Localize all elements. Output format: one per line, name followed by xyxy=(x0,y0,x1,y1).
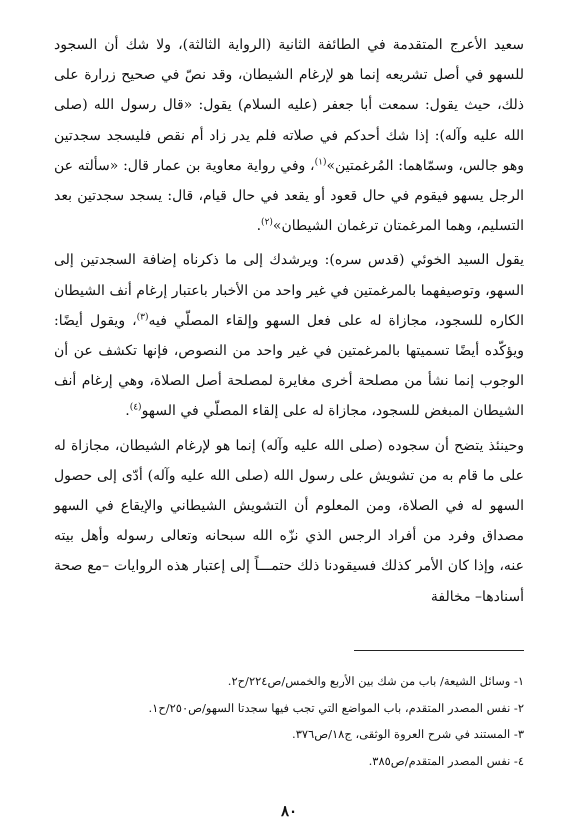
book-page xyxy=(54,30,524,837)
paragraph-3 xyxy=(54,431,524,612)
paragraph-2-text-b: ، ويقول أيضًا: ويؤكّده أيضًا تسميتها بالمرغمتين في غير واحد من النصوص، فإنها تكشف عن أن الوجوب إنما نشأ من مصلحة أخرى مغايرة لمصلحة أصل الصلاة، وهي إرغام أنف الشيطان المبغض للسجود، مجازاة له على إلقاء المصلّي في السهو xyxy=(54,312,524,420)
footnote-1: ١- وسائل الشيعة/ باب من شك بين الأربع والخمس/ص٢٢٤/ح٢. xyxy=(227,674,524,688)
footnote-ref-2[interactable]: (٢) xyxy=(261,217,273,228)
paragraph-1 xyxy=(54,30,524,241)
paragraph-2 xyxy=(54,245,524,426)
footnote-ref-1[interactable]: (١) xyxy=(314,157,327,168)
paragraph-1-end: . xyxy=(256,218,262,235)
paragraph-1-text-a: سعيد الأعرج المتقدمة في الطائفة الثانية (الرواية الثالثة)، ولا شك أن السجود للسهو في أصل تشريعه إنما هو لإرغام الشيطان، وقد نصّ في صحيح زرارة على ذلك، حيث يقول: سمعت أبا جعفر (عليه السلام) يقول: «قال رسول الله (صلى الله عليه وآله): إذا شك أحدكم في صلاته فلم يدر زاد أم نقص فليسجد سجدتين وهو جالس، وسمّاهما: المُرغمتين» xyxy=(54,37,524,174)
footnote-4: ٤- نفس المصدر المتقدم/ص٣٨٥. xyxy=(368,753,524,768)
paragraph-1-text-b: ، وفي رواية معاوية بن عمار قال: «سألته عن الرجل يسهو فيقوم في حال قعود أو يقعد في حال قيام، قال: يسجد سجدتين بعد التسليم، وهما المرغمتان ترغمان الشيطان» xyxy=(54,157,524,235)
paragraph-3-text: وحينئذ يتضح أن سجوده (صلى الله عليه وآله) إنما هو لإرغام الشيطان، مجازاة له على ما قام به من تشويش على رسول الله (صلى الله عليه وآله) أدّى إلى حصول السهو له في الصلاة، ومن المعلوم أن التشويش الشيطاني والإيقاع في السهو مصداق وفرد من أفراد الرجس الذي نزّه الله سبحانه وتعالى رسوله وأهل بيته عنه، وإذا كان الأمر كذلك فسيقودنا ذلك حتمـــاً إلى إعتبار هذه الروايات –مع صحة أسنادها– مخالفة xyxy=(54,437,524,605)
footnote-separator xyxy=(354,650,524,651)
footnotes xyxy=(54,668,524,774)
page-number: ٨٠ xyxy=(280,802,298,820)
footnote-ref-4[interactable]: (٤) xyxy=(129,402,142,413)
footnote-3: ٣- المستند في شرح العروة الوثقى، ج١٨/ص٣٧٦. xyxy=(292,727,524,741)
paragraph-2-end: . xyxy=(125,403,130,420)
paragraph-2-text-a: يقول السيد الخوئي (قدس سره): ويرشدك إلى ما ذكرناه إضافة السجدتين إلى السهو، وتوصيفهما بالمرغمتين في غير واحد من الأخبار باعتبار إرغام أنف الشيطان الكاره للسجود، مجازاة له على فعل السهو وإلقاء المصلّي فيه xyxy=(54,252,524,329)
footnote-2: ٢- نفس المصدر المتقدم، باب المواضع التي تجب فيها سجدتا السهو/ص٢٥٠/ح١. xyxy=(148,700,524,715)
footnote-ref-3[interactable]: (٣) xyxy=(136,312,149,323)
